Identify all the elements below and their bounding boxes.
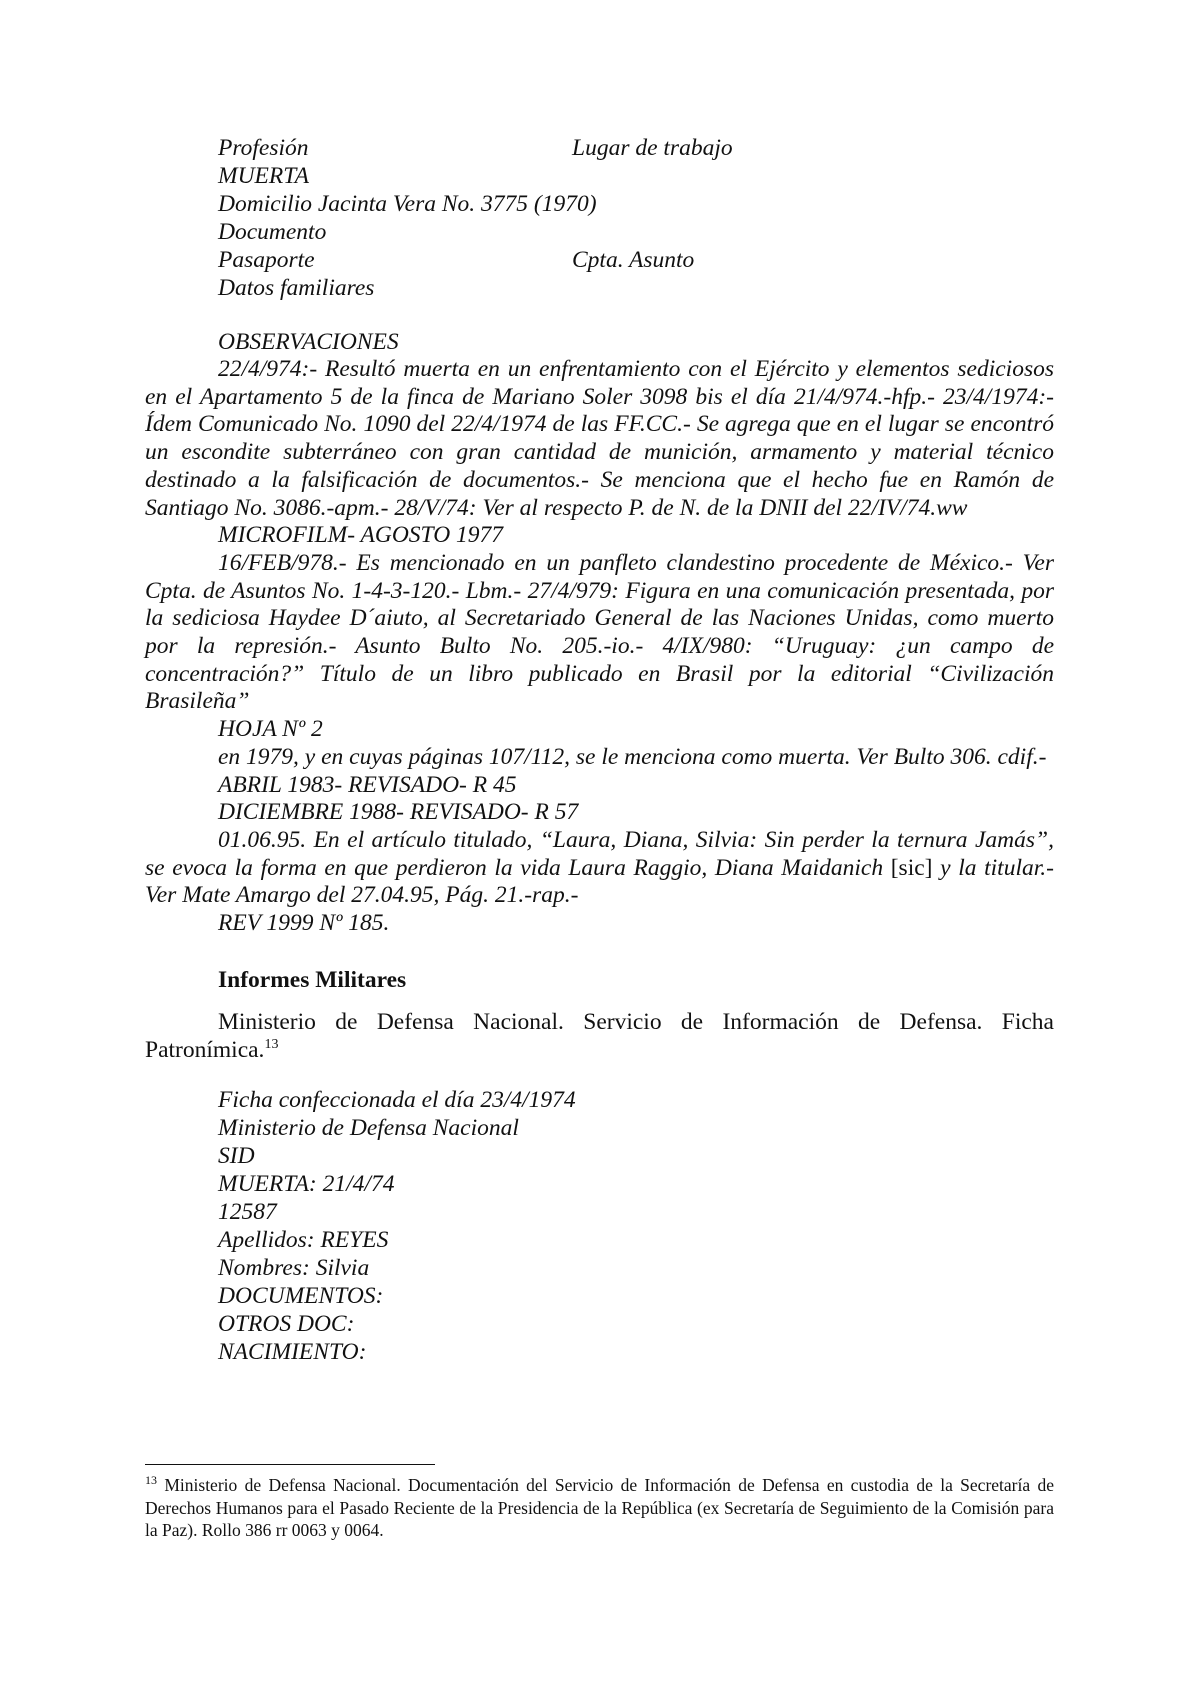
footnote-text: Ministerio de Defensa Nacional. Documentación del Servicio de Información de Defensa en custodia de la Secretaría de Derechos Humanos para el Pasado Reciente de la Presidencia de la República (ex Secretaría de Seguimiento de la Comisión para la Paz). Rollo 386 rr 0063 y 0064. [145, 1475, 1054, 1540]
ficha-nombres: Nombres: Silvia [218, 1255, 370, 1281]
ficha-otros-doc: OTROS DOC: [218, 1311, 355, 1337]
sic-marker: [sic] [890, 854, 933, 881]
revision-1999: REV 1999 Nº 185. [218, 910, 390, 937]
observacion-entry-2: 16/FEB/978.- Es mencionado en un panfleto clandestino procedente de México.- Ver Cpta. de Asuntos No. 1-4-3-120.- Lbm.- 27/4/979: Figura en una comunicación presentada, por la sediciosa Haydee D´aiuto, al Secretariado General de las Naciones Unidas, como muerto por la represión.- Asunto Bulto No. 205.-io.- 4/IX/980: “Uruguay: ¿un campo de concentración?” Título de un libro publicado en Brasil por la editorial “Civilización Brasileña” [145, 549, 1054, 715]
cpta-asunto-label: Cpta. Asunto [572, 247, 695, 273]
informes-militares-heading: Informes Militares [218, 967, 407, 993]
muerta-label: MUERTA [218, 163, 309, 189]
footnote [145, 1474, 1054, 1542]
informes-intro [145, 1009, 1054, 1064]
documento-label: Documento [218, 219, 327, 245]
footnote-ref[interactable]: 13 [264, 1036, 279, 1052]
informes-intro-block [145, 1009, 1054, 1064]
ficha-muerta: MUERTA: 21/4/74 [218, 1171, 395, 1197]
entry-4-text-a: 01.06.95. En el artículo titulado, “Laura, Diana, Silvia: Sin perder la ternura Jamás”, se evoca la forma en que perdieron la vida Laura Raggio, Diana Maidanich [145, 826, 1054, 881]
ficha-confeccionada: Ficha confeccionada el día 23/4/1974 [218, 1087, 576, 1113]
ficha-sid: SID [218, 1143, 255, 1169]
revision-1988: DICIEMBRE 1988- REVISADO- R 57 [218, 799, 579, 826]
entry-4-text-b: y la titular.- Ver Mate Amargo del 27.04.95, Pág. 21.-rap.- [145, 854, 1054, 909]
revision-1983: ABRIL 1983- REVISADO- R 45 [218, 771, 517, 798]
footnote-divider [145, 1464, 435, 1465]
ficha-documentos: DOCUMENTOS: [218, 1283, 384, 1309]
lugar-trabajo-label: Lugar de trabajo [572, 135, 733, 161]
microfilm-line: MICROFILM- AGOSTO 1977 [218, 522, 504, 549]
observaciones-body [145, 356, 1054, 938]
ficha-apellidos: Apellidos: REYES [218, 1227, 389, 1253]
informes-intro-text: Ministerio de Defensa Nacional. Servicio de Información de Defensa. Ficha Patronímica. [145, 1009, 1054, 1063]
observacion-entry-3: en 1979, y en cuyas páginas 107/112, se le menciona como muerta. Ver Bulto 306. cdif.- [218, 743, 1047, 770]
pasaporte-label: Pasaporte [218, 247, 315, 273]
ficha-nacimiento: NACIMIENTO: [218, 1339, 367, 1365]
ficha-numero: 12587 [218, 1199, 277, 1225]
profesion-label: Profesión [218, 135, 309, 161]
domicilio-line: Domicilio Jacinta Vera No. 3775 (1970) [218, 191, 597, 217]
hoja-line: HOJA Nº 2 [218, 716, 323, 743]
datos-familiares-label: Datos familiares [218, 275, 375, 301]
observacion-entry-4 [145, 827, 1054, 910]
footnote-number: 13 [145, 1473, 157, 1488]
observacion-entry-1: 22/4/974:- Resultó muerta en un enfrentamiento con el Ejército y elementos sediciosos en el Apartamento 5 de la finca de Mariano Soler 3098 bis el día 21/4/974.-hfp.- 23/4/1974:- Ídem Comunicado No. 1090 del 22/4/1974 de las FF.CC.- Se agrega que en el lugar se encontró un escondite subterráneo con gran cantidad de munición, armamento y material técnico destinado a la falsificación de documentos.- Se menciona que el hecho fue en Ramón de Santiago No. 3086.-apm.- 28/V/74: Ver al respecto P. de N. de la DNII del 22/IV/74.ww [145, 356, 1054, 521]
observaciones-heading: OBSERVACIONES [218, 329, 399, 355]
ficha-ministerio: Ministerio de Defensa Nacional [218, 1115, 519, 1141]
